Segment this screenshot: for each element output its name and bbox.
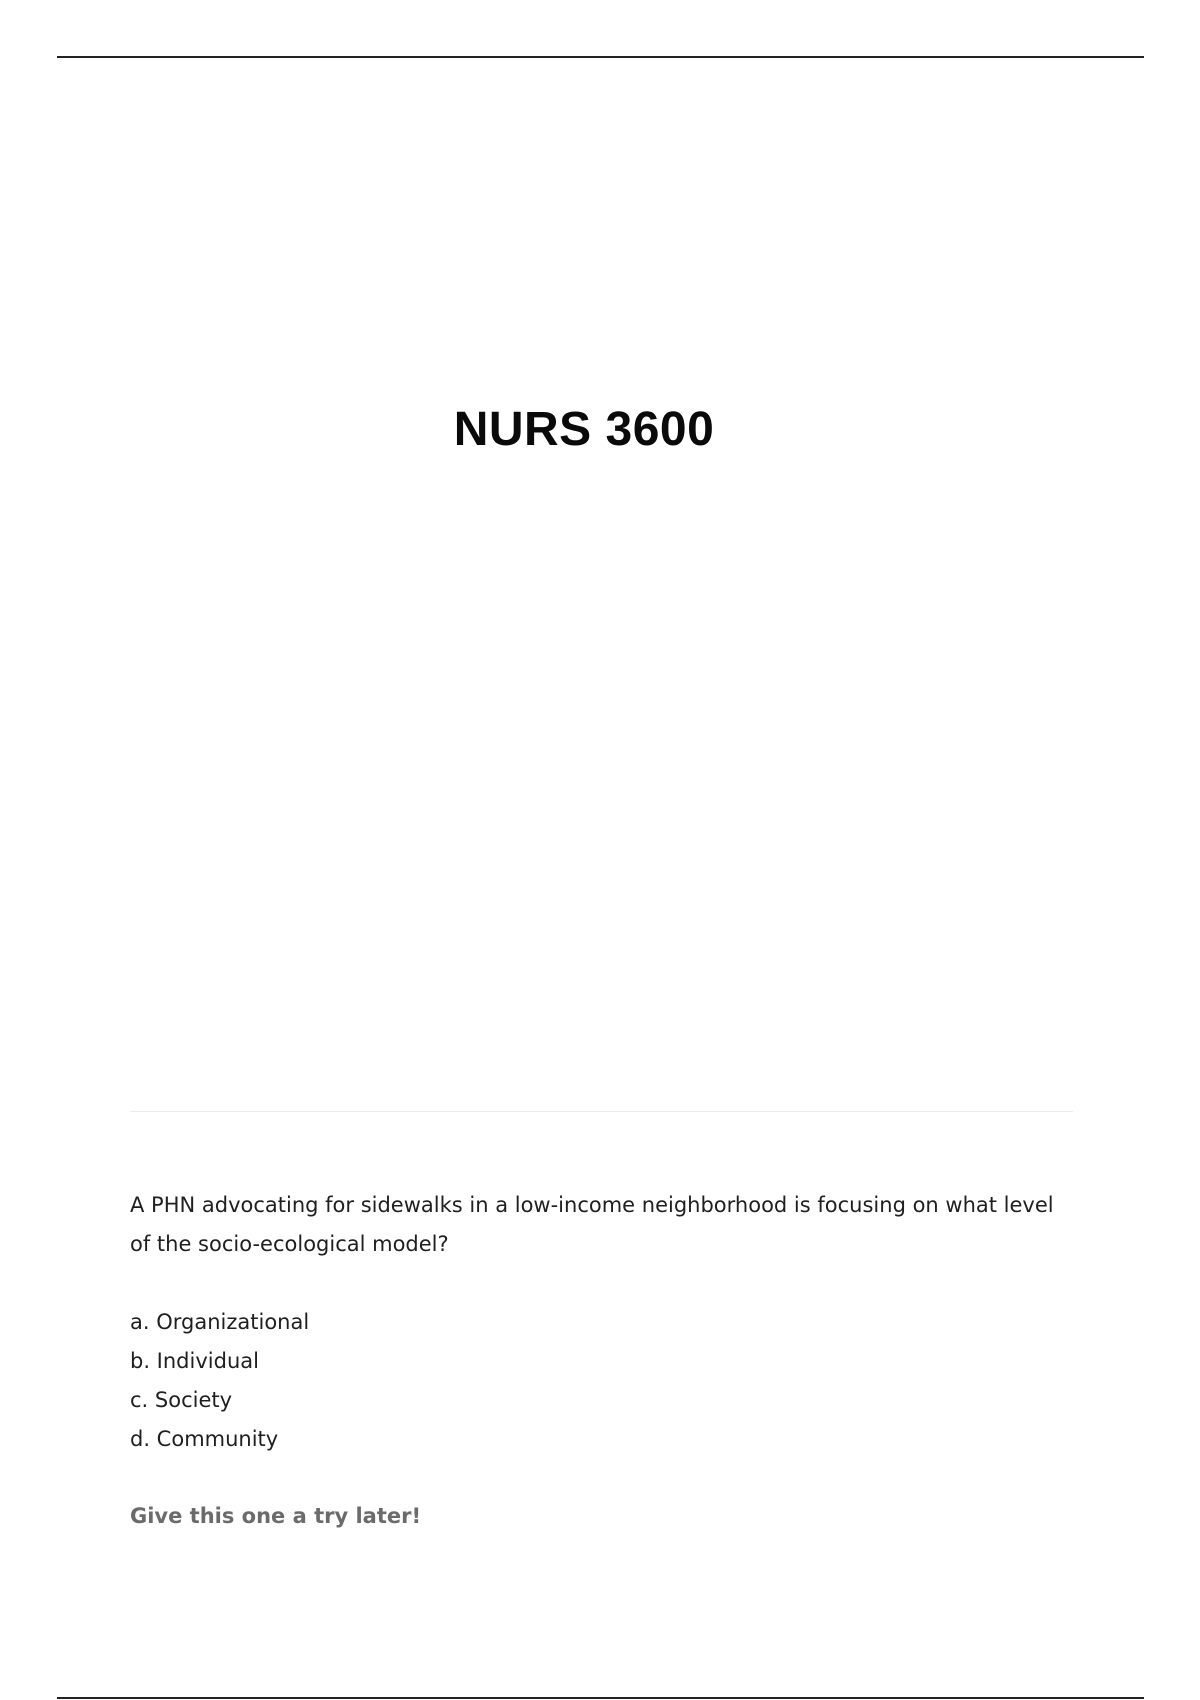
answer-option-a[interactable]: a. Organizational <box>130 1310 310 1334</box>
bottom-rule <box>57 1697 1144 1699</box>
answer-option-c[interactable]: c. Society <box>130 1388 233 1412</box>
top-rule <box>57 56 1144 58</box>
question-text: A PHN advocating for sidewalks in a low-income neighborhood is focusing on what level of the socio-ecological model? <box>130 1193 1054 1256</box>
question-divider <box>130 1111 1073 1112</box>
document-title: NURS 3600 <box>453 403 715 456</box>
answer-option-d[interactable]: d. Community <box>130 1427 279 1451</box>
try-later-link[interactable]: Give this one a try later! <box>130 1504 422 1528</box>
answer-options <box>130 1303 1030 1459</box>
answer-option-b[interactable]: b. Individual <box>130 1349 259 1373</box>
